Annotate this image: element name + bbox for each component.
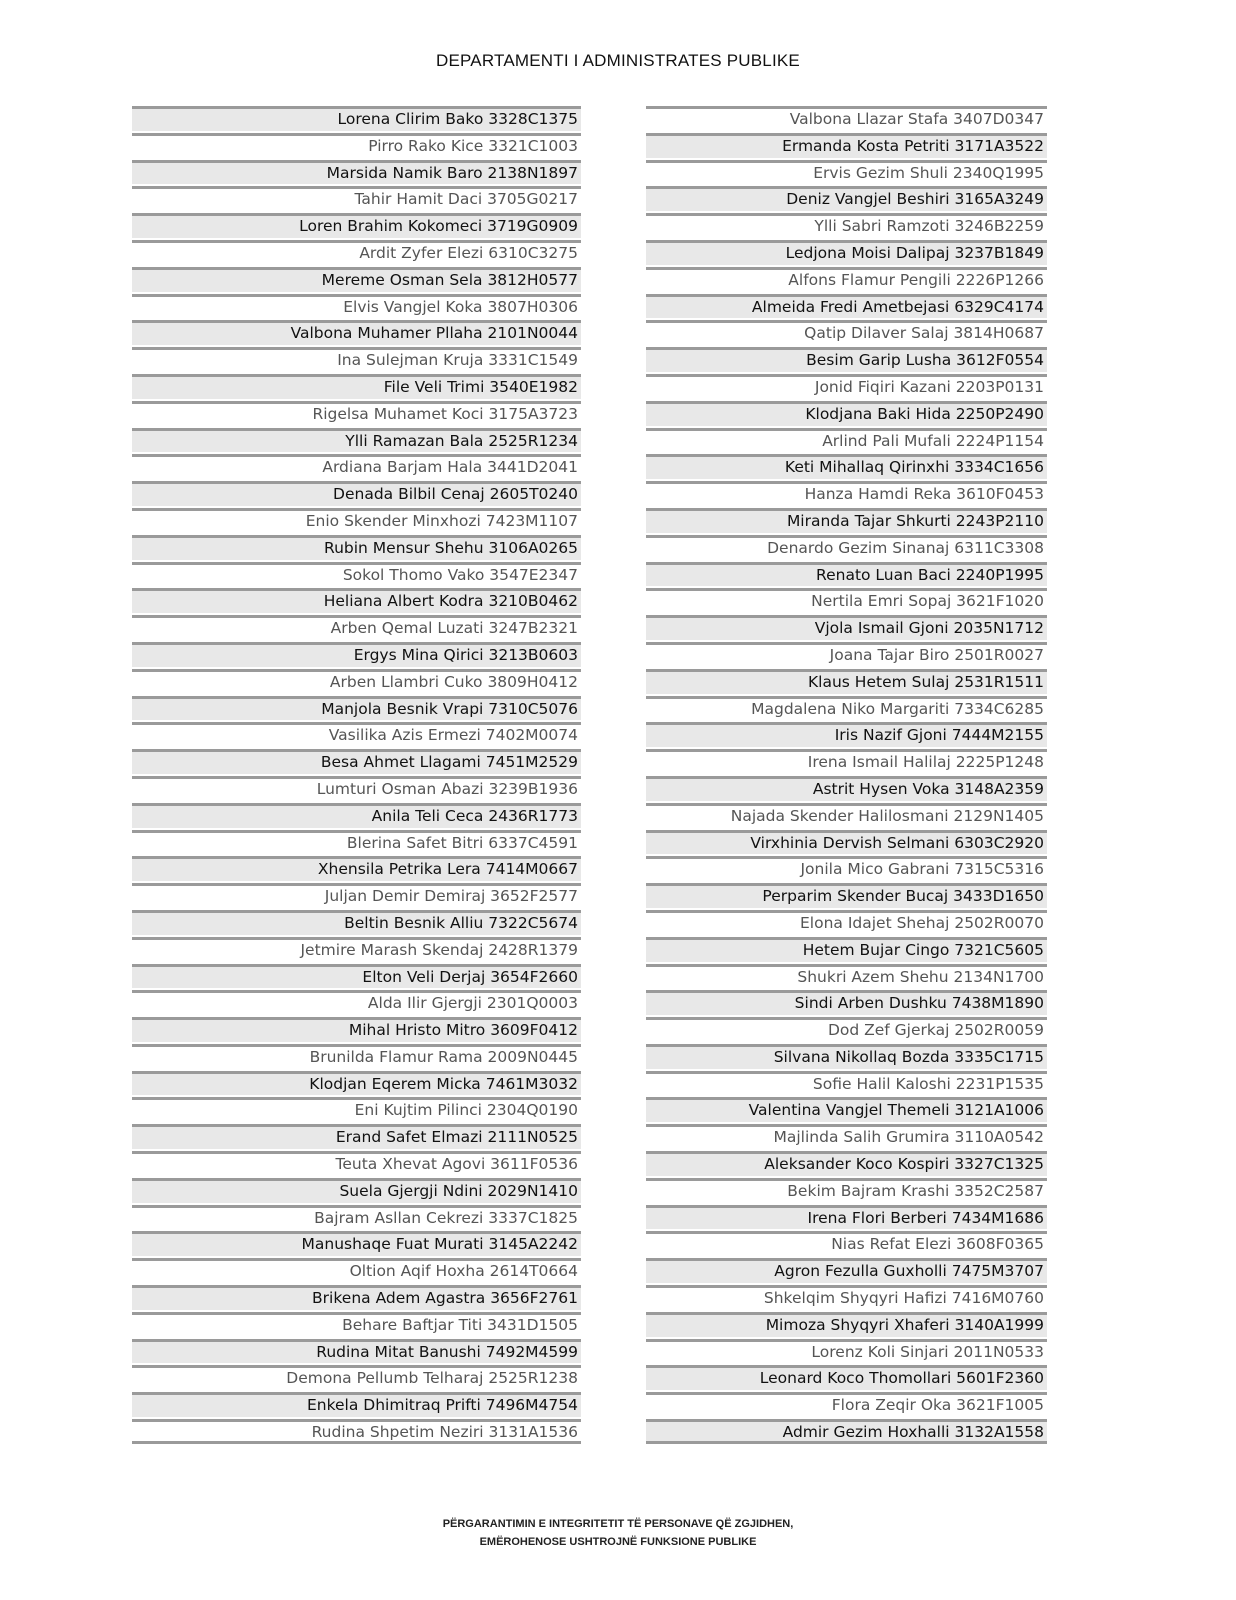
list-row: Jonila Mico Gabrani 7315C5316: [646, 856, 1047, 881]
list-row: Ylli Sabri Ramzoti 3246B2259: [646, 213, 1047, 238]
list-row: Irena Ismail Halilaj 2225P1248: [646, 749, 1047, 774]
list-row: Ardit Zyfer Elezi 6310C3275: [132, 240, 581, 265]
list-row: Rubin Mensur Shehu 3106A0265: [132, 535, 581, 560]
list-row: Admir Gezim Hoxhalli 3132A1558: [646, 1419, 1047, 1444]
list-row: Iris Nazif Gjoni 7444M2155: [646, 722, 1047, 747]
list-row: Qatip Dilaver Salaj 3814H0687: [646, 320, 1047, 345]
list-row: Shukri Azem Shehu 2134N1700: [646, 964, 1047, 989]
list-row: Astrit Hysen Voka 3148A2359: [646, 776, 1047, 801]
list-row: Arlind Pali Mufali 2224P1154: [646, 428, 1047, 453]
list-row: Denardo Gezim Sinanaj 6311C3308: [646, 535, 1047, 560]
list-row: Lorenz Koli Sinjari 2011N0533: [646, 1339, 1047, 1364]
list-row: Rigelsa Muhamet Koci 3175A3723: [132, 401, 581, 426]
list-row: Valbona Muhamer Pllaha 2101N0044: [132, 320, 581, 345]
list-row: Blerina Safet Bitri 6337C4591: [132, 830, 581, 855]
list-row: Brikena Adem Agastra 3656F2761: [132, 1285, 581, 1310]
list-row: Agron Fezulla Guxholli 7475M3707: [646, 1258, 1047, 1283]
list-row: Lorena Clirim Bako 3328C1375: [132, 106, 581, 131]
list-row: Nias Refat Elezi 3608F0365: [646, 1231, 1047, 1256]
list-row: Majlinda Salih Grumira 3110A0542: [646, 1124, 1047, 1149]
list-row: Jetmire Marash Skendaj 2428R1379: [132, 937, 581, 962]
list-row: Xhensila Petrika Lera 7414M0667: [132, 856, 581, 881]
list-row: Bekim Bajram Krashi 3352C2587: [646, 1178, 1047, 1203]
list-row: Mihal Hristo Mitro 3609F0412: [132, 1017, 581, 1042]
list-row: Klodjan Eqerem Micka 7461M3032: [132, 1071, 581, 1096]
list-row: Vjola Ismail Gjoni 2035N1712: [646, 615, 1047, 640]
list-row: Heliana Albert Kodra 3210B0462: [132, 588, 581, 613]
list-row: Erand Safet Elmazi 2111N0525: [132, 1124, 581, 1149]
list-row: Irena Flori Berberi 7434M1686: [646, 1205, 1047, 1230]
list-row: Nertila Emri Sopaj 3621F1020: [646, 588, 1047, 613]
list-row: Eni Kujtim Pilinci 2304Q0190: [132, 1097, 581, 1122]
list-row: Sofie Halil Kaloshi 2231P1535: [646, 1071, 1047, 1096]
list-row: Manushaqe Fuat Murati 3145A2242: [132, 1231, 581, 1256]
list-row: Tahir Hamit Daci 3705G0217: [132, 186, 581, 211]
list-row: Hetem Bujar Cingo 7321C5605: [646, 937, 1047, 962]
list-row: Aleksander Koco Kospiri 3327C1325: [646, 1151, 1047, 1176]
page-footer: [0, 1515, 1236, 1551]
left-name-list: [132, 106, 581, 1444]
list-row: Behare Baftjar Titi 3431D1505: [132, 1312, 581, 1337]
list-row: Renato Luan Baci 2240P1995: [646, 562, 1047, 587]
list-row: Beltin Besnik Alliu 7322C5674: [132, 910, 581, 935]
list-row: Lumturi Osman Abazi 3239B1936: [132, 776, 581, 801]
list-row: Besim Garip Lusha 3612F0554: [646, 347, 1047, 372]
list-row: Silvana Nikollaq Bozda 3335C1715: [646, 1044, 1047, 1069]
list-row: Enio Skender Minxhozi 7423M1107: [132, 508, 581, 533]
list-row: Deniz Vangjel Beshiri 3165A3249: [646, 186, 1047, 211]
list-row: Perparim Skender Bucaj 3433D1650: [646, 883, 1047, 908]
list-row: File Veli Trimi 3540E1982: [132, 374, 581, 399]
list-row: Elton Veli Derjaj 3654F2660: [132, 964, 581, 989]
list-row: Valentina Vangjel Themeli 3121A1006: [646, 1097, 1047, 1122]
list-row: Ylli Ramazan Bala 2525R1234: [132, 428, 581, 453]
footer-line-1: PËRGARANTIMIN E INTEGRITETIT TË PERSONAVE QË ZGJIDHEN,: [442, 1518, 794, 1530]
list-row: Ermanda Kosta Petriti 3171A3522: [646, 133, 1047, 158]
list-row: Elona Idajet Shehaj 2502R0070: [646, 910, 1047, 935]
list-row: Sindi Arben Dushku 7438M1890: [646, 990, 1047, 1015]
list-row: Brunilda Flamur Rama 2009N0445: [132, 1044, 581, 1069]
list-row: Besa Ahmet Llagami 7451M2529: [132, 749, 581, 774]
list-row: Dod Zef Gjerkaj 2502R0059: [646, 1017, 1047, 1042]
list-row: Hanza Hamdi Reka 3610F0453: [646, 481, 1047, 506]
list-row: Loren Brahim Kokomeci 3719G0909: [132, 213, 581, 238]
list-row: Rudina Shpetim Neziri 3131A1536: [132, 1419, 581, 1444]
list-row: Anila Teli Ceca 2436R1773: [132, 803, 581, 828]
list-row: Najada Skender Halilosmani 2129N1405: [646, 803, 1047, 828]
list-row: Vasilika Azis Ermezi 7402M0074: [132, 722, 581, 747]
list-row: Elvis Vangjel Koka 3807H0306: [132, 294, 581, 319]
list-row: Arben Llambri Cuko 3809H0412: [132, 669, 581, 694]
list-row: Enkela Dhimitraq Prifti 7496M4754: [132, 1392, 581, 1417]
list-row: Mereme Osman Sela 3812H0577: [132, 267, 581, 292]
list-row: Klaus Hetem Sulaj 2531R1511: [646, 669, 1047, 694]
list-row: Suela Gjergji Ndini 2029N1410: [132, 1178, 581, 1203]
list-row: Ina Sulejman Kruja 3331C1549: [132, 347, 581, 372]
list-row: Ledjona Moisi Dalipaj 3237B1849: [646, 240, 1047, 265]
list-row: Leonard Koco Thomollari 5601F2360: [646, 1365, 1047, 1390]
list-row: Mimoza Shyqyri Xhaferi 3140A1999: [646, 1312, 1047, 1337]
list-row: Klodjana Baki Hida 2250P2490: [646, 401, 1047, 426]
list-row: Miranda Tajar Shkurti 2243P2110: [646, 508, 1047, 533]
list-row: Bajram Asllan Cekrezi 3337C1825: [132, 1205, 581, 1230]
list-row: Ergys Mina Qirici 3213B0603: [132, 642, 581, 667]
list-row: Teuta Xhevat Agovi 3611F0536: [132, 1151, 581, 1176]
list-row: Virxhinia Dervish Selmani 6303C2920: [646, 830, 1047, 855]
list-row: Magdalena Niko Margariti 7334C6285: [646, 696, 1047, 721]
list-row: Shkelqim Shyqyri Hafizi 7416M0760: [646, 1285, 1047, 1310]
list-row: Demona Pellumb Telharaj 2525R1238: [132, 1365, 581, 1390]
list-row: Almeida Fredi Ametbejasi 6329C4174: [646, 294, 1047, 319]
list-row: Flora Zeqir Oka 3621F1005: [646, 1392, 1047, 1417]
list-row: Sokol Thomo Vako 3547E2347: [132, 562, 581, 587]
list-row: Pirro Rako Kice 3321C1003: [132, 133, 581, 158]
list-row: Valbona Llazar Stafa 3407D0347: [646, 106, 1047, 131]
list-row: Alda Ilir Gjergji 2301Q0003: [132, 990, 581, 1015]
list-row: Alfons Flamur Pengili 2226P1266: [646, 267, 1047, 292]
list-row: Joana Tajar Biro 2501R0027: [646, 642, 1047, 667]
page-title: DEPARTAMENTI I ADMINISTRATES PUBLIKE: [436, 51, 800, 70]
list-row: Ervis Gezim Shuli 2340Q1995: [646, 160, 1047, 185]
right-name-list: [646, 106, 1047, 1444]
footer-line-2: EMËROHENOSE USHTROJNË FUNKSIONE PUBLIKE: [479, 1536, 757, 1548]
list-row: Oltion Aqif Hoxha 2614T0664: [132, 1258, 581, 1283]
list-row: Jonid Fiqiri Kazani 2203P0131: [646, 374, 1047, 399]
list-row: Manjola Besnik Vrapi 7310C5076: [132, 696, 581, 721]
list-row: Marsida Namik Baro 2138N1897: [132, 160, 581, 185]
list-row: Ardiana Barjam Hala 3441D2041: [132, 454, 581, 479]
list-row: Arben Qemal Luzati 3247B2321: [132, 615, 581, 640]
list-row: Juljan Demir Demiraj 3652F2577: [132, 883, 581, 908]
list-row: Rudina Mitat Banushi 7492M4599: [132, 1339, 581, 1364]
list-row: Keti Mihallaq Qirinxhi 3334C1656: [646, 454, 1047, 479]
list-row: Denada Bilbil Cenaj 2605T0240: [132, 481, 581, 506]
